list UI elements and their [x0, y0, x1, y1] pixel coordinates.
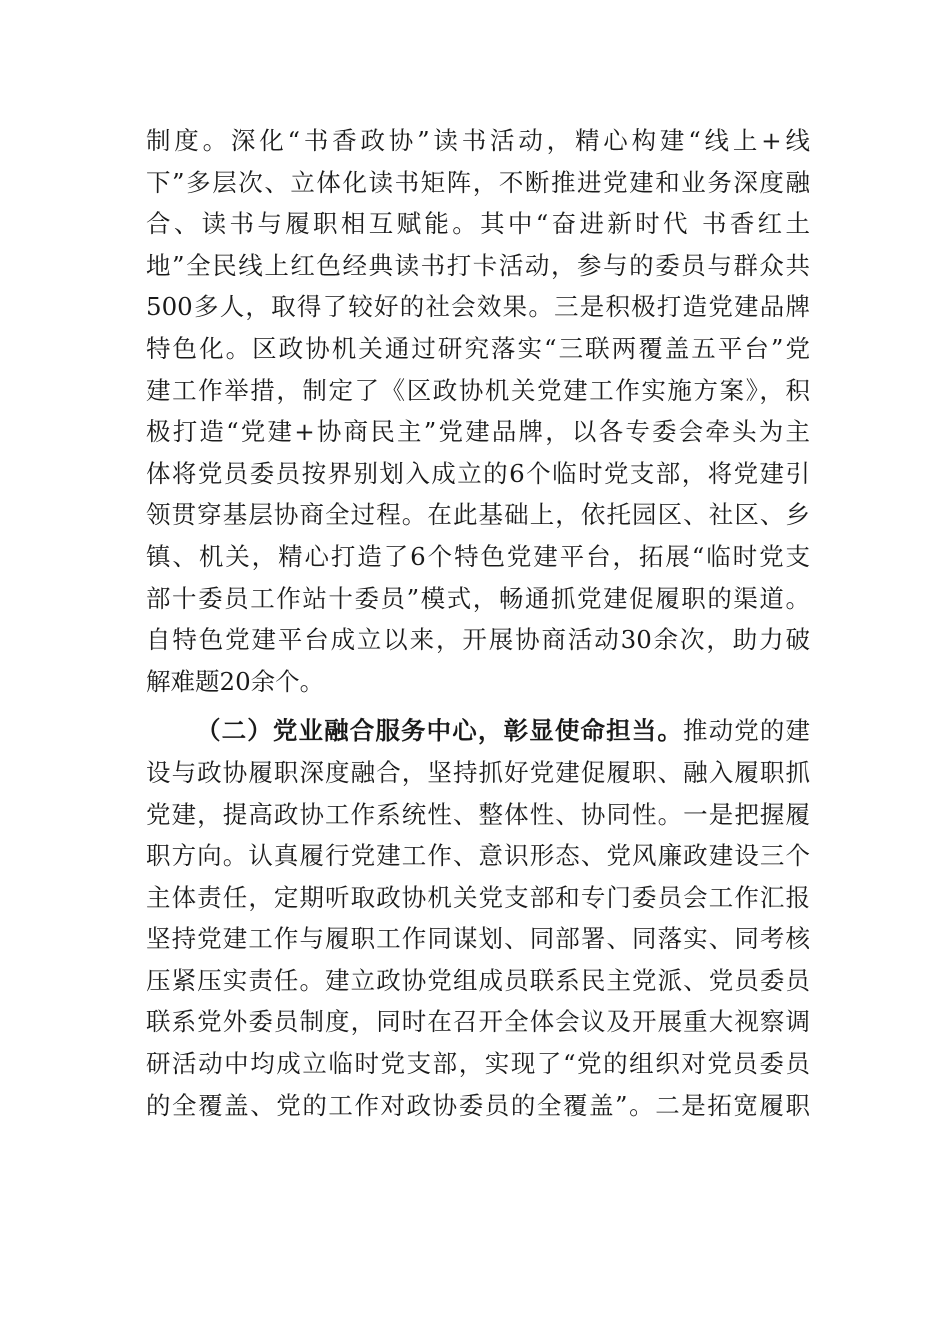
paragraph-1 [146, 120, 810, 702]
text-line: 研活动中均成立临时党支部，实现了“党的组织对党员委员 [146, 1049, 810, 1079]
text-line-with-heading [146, 710, 810, 752]
text-line: 特色化。区政协机关通过研究落实“三联两覆盖五平台”党 [146, 333, 810, 363]
text-line: 自特色党建平台成立以来，开展协商活动30余次，助力破 [146, 625, 810, 655]
text-line: 体将党员委员按界别划入成立的6个临时党支部，将党建引 [146, 458, 810, 488]
heading-line-rest: 推动党的建 [682, 716, 810, 746]
body-text [146, 120, 810, 1126]
text-line: 解难题20余个。 [146, 666, 325, 696]
text-line: 坚持党建工作与履职工作同谋划、同部署、同落实、同考核 [146, 924, 810, 954]
text-line: 镇、机关，精心打造了6个特色党建平台，拓展“临时党支 [146, 541, 810, 571]
text-line: 的全覆盖、党的工作对政协委员的全覆盖”。二是拓宽履职 [146, 1090, 810, 1120]
paragraph-gap [146, 702, 810, 710]
text-line: 500多人，取得了较好的社会效果。三是积极打造党建品牌 [146, 292, 810, 322]
text-line: 地”全民线上红色经典读书打卡活动，参与的委员与群众共 [146, 250, 810, 280]
paragraph-2 [146, 710, 810, 1126]
text-line: 设与政协履职深度融合，坚持抓好党建促履职、融入履职抓 [146, 757, 810, 787]
text-line: 压紧压实责任。建立政协党组成员联系民主党派、党员委员 [146, 965, 810, 995]
text-line: 建工作举措，制定了《区政协机关党建工作实施方案》，积 [146, 375, 810, 405]
text-line: 党建，提高政协工作系统性、整体性、协同性。一是把握履 [146, 799, 810, 829]
text-line: 下”多层次、立体化读书矩阵，不断推进党建和业务深度融 [146, 167, 810, 197]
section-heading: （二）党业融合服务中心，彰显使命担当。 [196, 716, 683, 746]
text-line: 职方向。认真履行党建工作、意识形态、党风廉政建设三个 [146, 841, 810, 871]
text-line: 领贯穿基层协商全过程。在此基础上，依托园区、社区、乡 [146, 500, 810, 530]
text-line: 极打造“党建+协商民主”党建品牌，以各专委会牵头为主 [146, 417, 810, 447]
text-line: 制度。深化“书香政协”读书活动，精心构建“线上+线 [146, 126, 810, 155]
text-line: 部十委员工作站十委员”模式，畅通抓党建促履职的渠道。 [146, 583, 810, 613]
text-line: 合、读书与履职相互赋能。其中“奋进新时代 书香红土 [146, 209, 810, 239]
text-line: 联系党外委员制度，同时在召开全体会议及开展重大视察调 [146, 1007, 810, 1037]
text-line: 主体责任，定期听取政协机关党支部和专门委员会工作汇报 [146, 882, 810, 912]
